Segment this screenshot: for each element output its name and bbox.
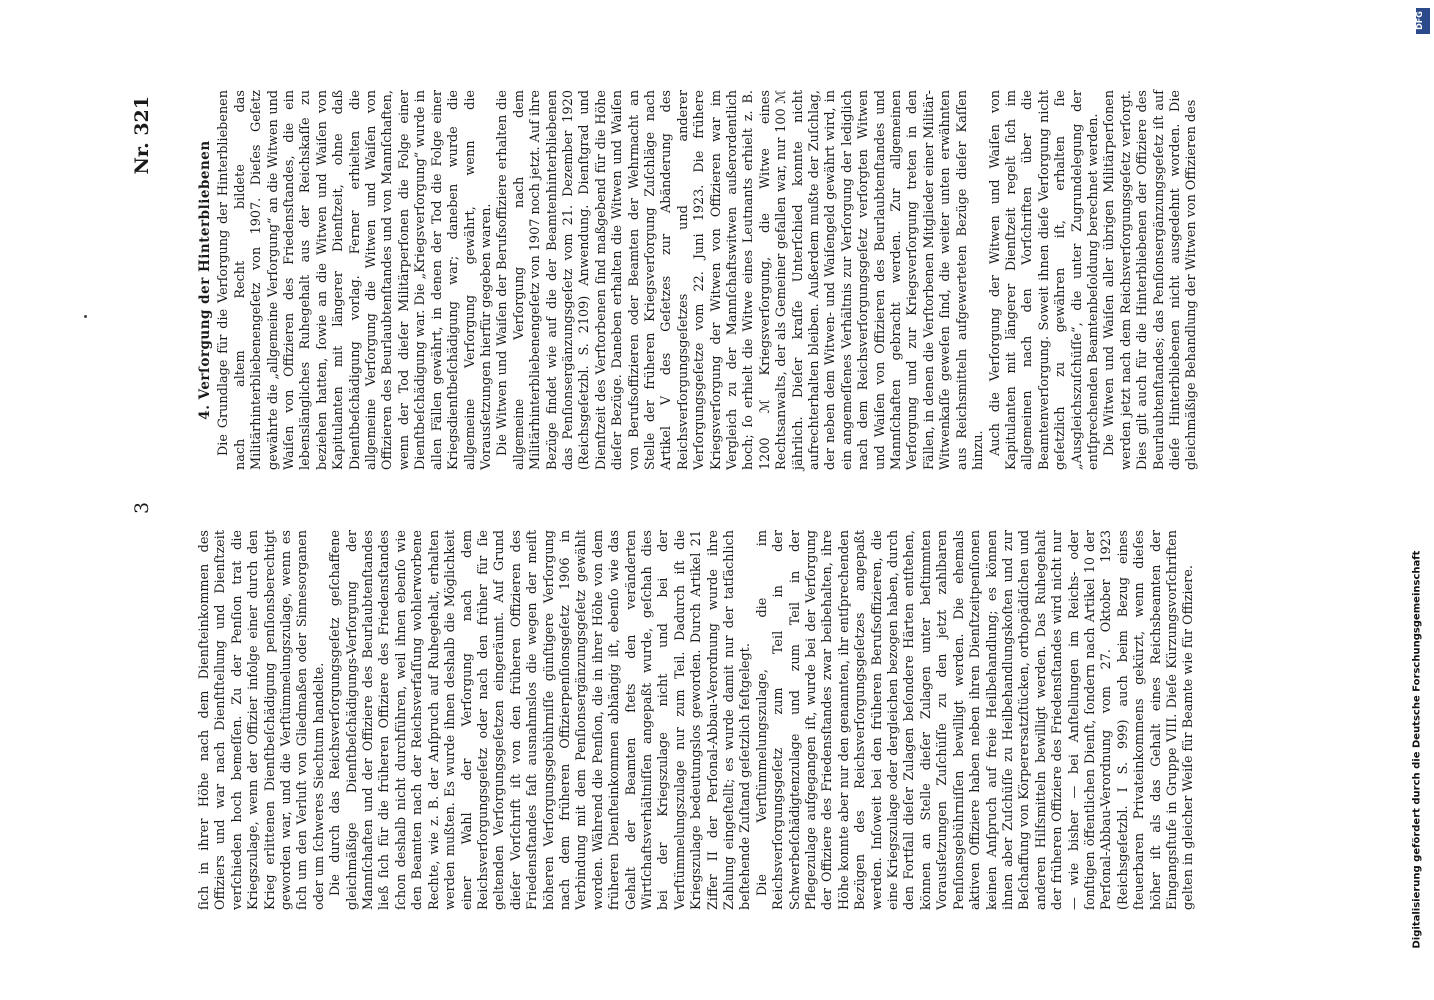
paragraph: Die Witwen und Waiſen aller übrigen Militärperſonen werden jetzt nach dem Reichsverſorgungsgeſetz verſorgt. Dies gilt auch für die Hinterbliebenen der Offiziere des Beurlaubtenſtandes; das Penſionsergänzungsgeſetz iſt auf dieſe Hinterbliebenen nicht ausgedehnt worden. Die gleichmäßige Behandlung der Witwen von Offizieren des — [1102, 90, 1200, 470]
dfg-logo — [1416, 8, 1430, 34]
paragraph: Die Witwen und Waiſen der Berufsoffiziere erhalten die allgemeine Verſorgung nach dem Militärhinterbliebenengeſetz von 1907 noch jetzt. Auf ihre Bezüge findet wie auf die der Beamtenhinterbliebenen das Penſionsergänzungsgeſetz vom 21. Dezember 1920 (Reichsgeſetzbl. S. 2109) Anwendung. Dienſtgrad und Dienſtzeit des Verſtorbenen ſind maßgebend für die Höhe dieſer Bezüge. Daneben erhalten die Witwen und Waiſen von Berufsoffizieren oder Beamten der Wehrmacht an Stelle der früheren Kriegsverſorgung Zuſchläge nach Artikel V des Geſetzes zur Abänderung des Reichsverſorgungsgeſetzes und anderer Verſorgungsgeſetze vom 22. Juni 1923. Die frühere Kriegsverſorgung der Witwen von Offizieren war im Vergleich zu der Mannſchaftswitwen außerordentlich hoch; ſo erhielt die Witwe eines Leutnants erhielt z. B. 1200 ℳ Kriegsverſorgung, die Witwe eines Rechtsanwalts, der als Gemeiner gefallen war, nur 100 ℳ jährlich. Dieſer kraſſe Unterſchied konnte nicht aufrechterhalten bleiben. Außerdem mußte der Zuſchlag, der neben dem Witwen- und Waiſengeld gewährt wird, in ein angemeſſenes Verhältnis zur Verſorgung der lediglich nach dem Reichsverſorgungsgeſetz verſorgten Witwen und Waiſen von Offizieren des Beurlaubtenſtandes und Mannſchaften gebracht werden. Zur allgemeinen Verſorgung und zur Kriegsverſorgung treten in den Fällen, in denen die Verſtorbenen Mitglieder einer Militär-Witwenkaſſe geweſen ſind, die weiter unten erwähnten aus Reichsmitteln aufgewerteten Bezüge dieſer Kaſſen hinzu. — [495, 90, 987, 470]
left-column — [197, 530, 1197, 910]
page-header — [131, 90, 155, 910]
paragraph: Die Verſtümmelungszulage, die im Reichsverſorgungsgeſetz zum Teil in der Schwerbeſchädigtenzulage und zum Teil in der Pflegezulage aufgegangen iſt, wurde bei der Verſorgung der Offiziere des Friedensſtandes zwar beibehalten, ihre Höhe konnte aber nur den genannten, ihr entſprechenden Bezügen des Reichsverſorgungsgeſetzes angepaßt werden. Inſoweit bei den früheren Berufsoffizieren, die eine Kriegszulage oder dergleichen bezogen haben, durch den Fortfall dieſer Zulagen beſondere Härten entſtehen, können an Stelle dieſer Zulagen unter beſtimmten Vorausſetzungen Zuſchüſſe zu den jetzt zahlbaren Penſionsgebührniſſen bewilligt werden. Die ehemals aktiven Offiziere haben neben ihren Dienſtzeitpenſionen keinen Anſpruch auf freie Heilbehandlung; es können ihnen aber Zuſchüſſe zu Heilbehandlungskoſten und zur Beſchaffung von Körperersatzſtücken, orthopädiſchen und anderen Hilfsmitteln bewilligt werden. Das Ruhegehalt der früheren Offiziere des Friedensſtandes wird nicht nur — wie bisher — bei Anſtellungen im Reichs- oder ſonſtigen öffentlichen Dienſt, ſondern nach Artikel 10 der Perſonal-Abbau-Verordnung vom 27. Oktober 1923 (Reichsgeſetzbl. I S. 999) auch beim Bezug eines ſteuerbaren Privateinkommens gekürzt, wenn dieſes höher iſt als das Gehalt eines Reichsbeamten der Eingangsſtufe in Gruppe VIII. Dieſe Kürzungsvorſchriften gelten in gleicher Weiſe für Beamte wie für Offiziere. — [754, 530, 1197, 910]
paragraph: ſich in ihrer Höhe nach dem Dienſteinkommen des Offiziers und war nach Dienſtſtellung und Dienſtzeit verſchieden hoch bemeſſen. Zu der Penſion trat die Kriegszulage, wenn der Offizier infolge einer durch den Krieg erlittenen Dienſtbeſchädigung penſionsberechtigt geworden war, und die Verſtümmelungszulage, wenn es ſich um den Verluſt von Gliedmaßen oder Sinnesorganen oder um ſchweres Siechtum handelte. — [197, 530, 327, 910]
scan-speck — [84, 315, 87, 318]
document-number: Nr. 321 — [131, 96, 153, 175]
paragraph: Die Grundlage für die Verſorgung der Hinterbliebenen nach altem Recht bildete das Militärhinterbliebenengeſetz von 1907. Dieſes Geſetz gewährte die „allgemeine Verſorgung“ an die Witwen und Waiſen von Offizieren des Friedensſtandes, die ein lebenslängliches Ruhegehalt aus der Reichskaſſe zu beziehen hatten, ſowie an die Witwen und Waiſen von Kapitulanten mit längerer Dienſtzeit, ohne daß Dienſtbeſchädigung vorlag. Ferner erhielten die allgemeine Verſorgung die Witwen und Waiſen von Offizieren des Beurlaubtenſtandes und von Mannſchaften, wenn der Tod dieſer Militärperſonen die Folge einer Dienſtbeſchädigung war. Die „Kriegsverſorgung“ wurde in allen Fällen gewährt, in denen der Tod die Folge einer Kriegsdienſtbeſchädigung war; daneben wurde die allgemeine Verſorgung gewährt, wenn die Vorausſetzungen hierfür gegeben waren. — [216, 90, 494, 470]
paragraph: Die durch das Reichsverſorgungsgeſetz geſchaffene gleichmäßige Dienſtbeſchädigungs-Verſorgung der Mannſchaften und der Offiziere des Beurlaubtenſtandes ließ ſich für die früheren Offiziere des Friedensſtandes ſchon deshalb nicht durchführen, weil ihnen ebenſo wie den Beamten nach der Reichsverfaſſung wohlerworbene Rechte, wie z. B. der Anſpruch auf Ruhegehalt, erhalten werden mußten. Es wurde ihnen deshalb die Möglichkeit einer Wahl der Verſorgung nach dem Reichsverſorgungsgeſetz oder nach den früher für ſie geltenden Verſorgungsgeſetzen eingeräumt. Auf Grund dieſer Vorſchrift iſt von den früheren Offizieren des Friedensſtandes faſt ausnahmslos die wegen der meiſt höheren Verſorgungsgebührniſſe günſtigere Verſorgung nach dem früheren Offizierpenſionsgeſetz 1906 in Verbindung mit dem Penſionsergänzungsgeſetz gewählt worden. Während die Penſion, die in ihrer Höhe von dem früheren Dienſteinkommen abhängig iſt, ebenſo wie das Gehalt der Beamten ſtets den veränderten Wirtſchaftsverhältniſſen angepaßt wurde, geſchah dies bei der Kriegszulage nicht und bei der Verſtümmelungszulage nur zum Teil. Dadurch iſt die Kriegszulage bedeutungslos geworden. Durch Artikel 21 Ziffer II der Perſonal-Abbau-Verordnung wurde ihre Zahlung eingeſtellt; es wurde damit nur der tatſächlich beſtehende Zuſtand geſetzlich feſtgelegt. — [328, 530, 754, 910]
rotated-page — [117, 90, 1317, 910]
section-title: 4. Verſorgung der Hinterbliebenen — [197, 140, 213, 420]
stamp-text: Digitalisierung gefördert durch die Deutsche Forschungsgemeinschaft — [1411, 550, 1423, 949]
digitization-stamp — [1405, 10, 1429, 990]
right-column — [197, 90, 1200, 470]
dfg-logo-text: DFG — [1414, 11, 1424, 30]
page-number: 3 — [131, 501, 153, 514]
paragraph: Auch die Verſorgung der Witwen und Waiſen von Kapitulanten mit längerer Dienſtzeit regelt ſich im allgemeinen nach den Vorſchriften über die Beamtenverſorgung. Soweit ihnen dieſe Verſorgung nicht geſetzlich zu gewähren iſt, erhalten ſie „Ausgleichszuſchüſſe“, die unter Zugrundelegung der entſprechenden Beamtenbeſoldung berechnet werden. — [987, 90, 1101, 470]
